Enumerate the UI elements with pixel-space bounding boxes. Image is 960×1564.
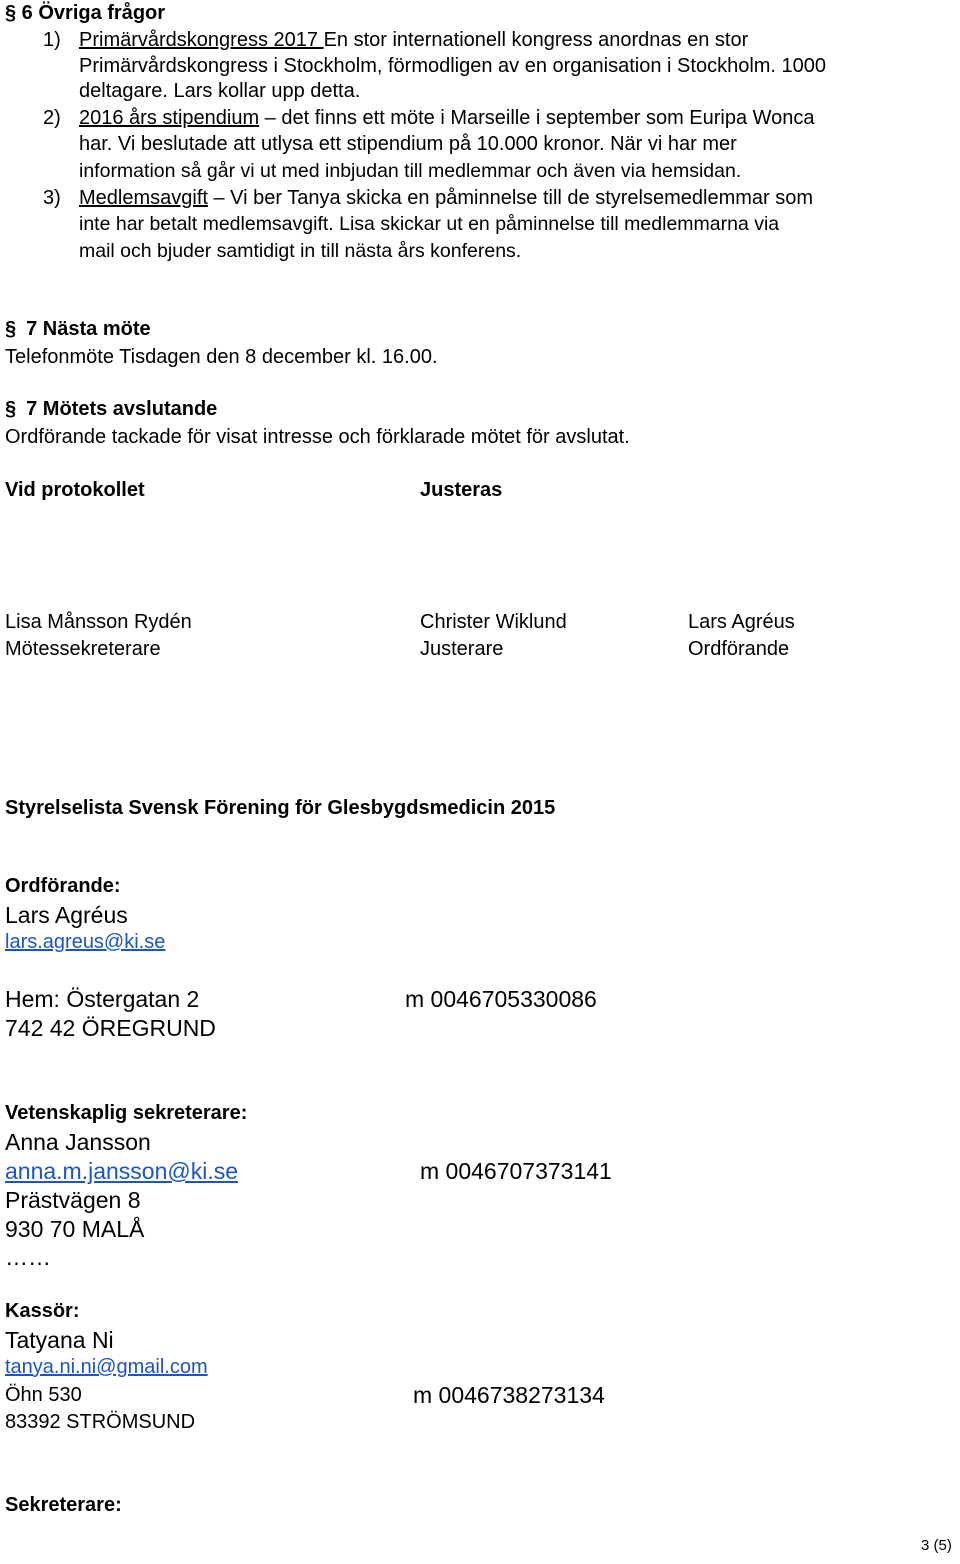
secretary-name: Anna Jansson: [5, 1129, 151, 1155]
secretary-address: Prästvägen 8: [5, 1187, 141, 1213]
signatory-name: Lisa Månsson Rydén: [5, 611, 192, 633]
list-item-text: – Vi ber Tanya skicka en påminnelse till de styrelsemedlemmar som: [207, 187, 814, 209]
section-7-closing-heading: [5, 398, 217, 421]
chair-email-link[interactable]: lars.agreus@ki.se: [5, 931, 166, 953]
list-item-number: 2): [43, 107, 61, 129]
adjusters-label: Justeras: [420, 479, 503, 501]
section-title: 7 Nästa möte: [26, 318, 151, 340]
treasurer-phone: m 0046738273134: [413, 1382, 605, 1408]
signatory-role: Mötessekreterare: [5, 638, 161, 660]
signatory-name: Lars Agréus: [688, 611, 795, 633]
chair-name: Lars Agréus: [5, 902, 128, 928]
secretary-phone: m 0046707373141: [420, 1158, 612, 1184]
chair-address: Hem: Östergatan 2: [5, 986, 200, 1012]
list-item-text: Primärvårdskongress i Stockholm, förmodligen av en organisation i Stockholm. 1000: [79, 55, 827, 77]
list-item: [43, 107, 815, 130]
list-item: [43, 29, 748, 52]
chair-role: Ordförande:: [5, 875, 121, 897]
list-item-text: inte har betalt medlemsavgift. Lisa skickar ut en påminnelse till medlemmarna via: [79, 213, 780, 235]
section-sign: §: [5, 318, 17, 340]
section-7-next-meeting-heading: [5, 318, 151, 341]
section-6-heading: § 6 Övriga frågor: [5, 2, 166, 24]
minutes-taker-label: Vid protokollet: [5, 479, 145, 501]
list-item-number: 3): [43, 187, 61, 209]
page-number: 3 (5): [921, 1537, 952, 1554]
list-item-number: 1): [43, 29, 61, 51]
section-sign: §: [5, 398, 17, 420]
list-item-text: information så går vi ut med inbjudan till medlemmar och även via hemsidan.: [79, 160, 742, 182]
signatory-role: Ordförande: [688, 638, 790, 660]
treasurer-email-link[interactable]: tanya.ni.ni@gmail.com: [5, 1356, 208, 1378]
treasurer-role: Kassör:: [5, 1300, 80, 1322]
list-item-title: 2016 års stipendium: [79, 107, 260, 129]
board-list-title: Styrelselista Svensk Förening för Glesbygdsmedicin 2015: [5, 797, 556, 819]
list-item: [43, 187, 813, 210]
secretary-role: Vetenskaplig sekreterare:: [5, 1102, 248, 1124]
list-item-text: – det finns ett möte i Marseille i september som Euripa Wonca: [259, 107, 815, 129]
list-item-text: En stor internationell kongress anordnas en stor: [323, 29, 749, 51]
treasurer-name: Tatyana Ni: [5, 1327, 114, 1353]
secretary-heading: Sekreterare:: [5, 1494, 122, 1516]
secretary-city: 930 70 MALÅ: [5, 1216, 145, 1242]
section-title: 7 Mötets avslutande: [26, 398, 218, 420]
secretary-email-link[interactable]: anna.m.jansson@ki.se: [5, 1158, 239, 1184]
list-item-title: Primärvårdskongress 2017: [79, 29, 324, 51]
chair-city: 742 42 ÖREGRUND: [5, 1015, 216, 1041]
signatory-name: Christer Wiklund: [420, 611, 567, 633]
ellipsis-text: ……: [5, 1244, 51, 1270]
closing-text: Ordförande tackade för visat intresse och förklarade mötet för avslutat.: [5, 426, 630, 448]
chair-phone: m 0046705330086: [405, 986, 597, 1012]
list-item-text: har. Vi beslutade att utlysa ett stipendium på 10.000 kronor. När vi har mer: [79, 133, 737, 155]
next-meeting-text: Telefonmöte Tisdagen den 8 december kl. 16.00.: [5, 346, 438, 368]
signatory-role: Justerare: [420, 638, 504, 660]
treasurer-city: 83392 STRÖMSUND: [5, 1411, 196, 1433]
list-item-text: deltagare. Lars kollar upp detta.: [79, 80, 361, 102]
list-item-text: mail och bjuder samtidigt in till nästa års konferens.: [79, 240, 522, 262]
list-item-title: Medlemsavgift: [79, 187, 208, 209]
treasurer-address: Öhn 530: [5, 1384, 82, 1406]
